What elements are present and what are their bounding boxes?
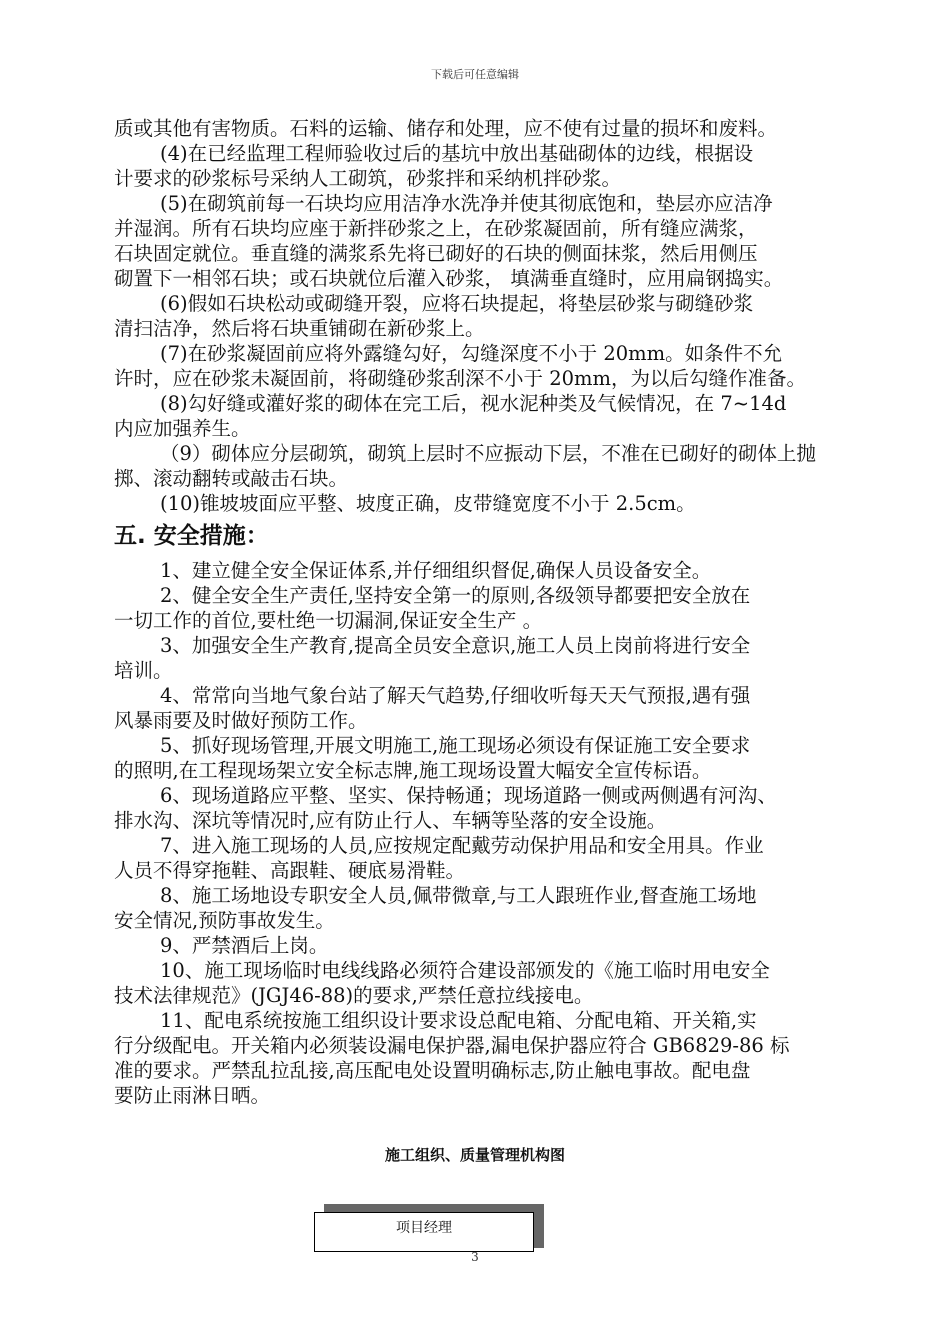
paragraph-line: 培训。 [114,659,173,682]
paragraph-line: 的照明,在工程现场架立安全标志牌,施工现场设置大幅安全宣传标语。 [114,759,712,782]
paragraph-line: 许时，应在砂浆未凝固前，将砌缝砂浆刮深不小于 20mm，为以后勾缝作准备。 [114,367,806,390]
paragraph-line: (5)在砌筑前每一石块均应用洁净水洗净并使其彻底饱和，垫层亦应洁净 [160,192,773,215]
paragraph-line: 砌置下一相邻石块；或石块就位后灌入砂浆， 填满垂直缝时，应用扁钢捣实。 [114,267,784,290]
page-number: 3 [471,1250,479,1264]
org-chart-title: 施工组织、质量管理机构图 [384,1146,565,1164]
paragraph-line: 7、进入施工现场的人员,应按规定配戴劳动保护用品和安全用具。作业 [160,834,764,857]
paragraph-line: 排水沟、深坑等情况时,应有防止行人、车辆等坠落的安全设施。 [114,809,667,832]
paragraph-line: 技术法律规范》(JGJ46-88)的要求,严禁任意拉线接电。 [114,984,594,1007]
paragraph-line: 安全情况,预防事故发生。 [114,909,335,932]
construction-steps [114,116,874,516]
paragraph-line: 10、施工现场临时电线线路必须符合建设部颁发的《施工临时用电安全 [160,959,770,982]
paragraph-line: 质或其他有害物质。石料的运输、储存和处理，应不使有过量的损坏和废料。 [114,117,778,140]
paragraph-line: 风暴雨要及时做好预防工作。 [114,709,368,732]
paragraph-line: 内应加强养生。 [114,417,251,440]
paragraph-line: 6、现场道路应平整、坚实、保持畅通；现场道路一侧或两侧遇有河沟、 [160,784,777,807]
org-box-project-manager: 项目经理 [314,1212,534,1252]
paragraph-line: 清扫洁净，然后将石块重铺砌在新砂浆上。 [114,317,485,340]
page-header: 下载后可任意编辑 [431,68,519,81]
paragraph-line: (10)锥坡坡面应平整、坡度正确，皮带缝宽度不小于 2.5cm。 [160,492,696,515]
document-body [114,116,874,1108]
paragraph-line: 掷、滚动翻转或敲击石块。 [114,467,349,490]
paragraph-line: (6)假如石块松动或砌缝开裂，应将石块提起，将垫层砂浆与砌缝砂浆 [160,292,754,315]
paragraph-line: 1、建立健全安全保证体系,并仔细组织督促,确保人员设备安全。 [160,559,712,582]
paragraph-line: 行分级配电。开关箱内必须装设漏电保护器,漏电保护器应符合 GB6829-86 标 [114,1034,790,1057]
paragraph-line: 准的要求。严禁乱拉乱接,高压配电处设置明确标志,防止触电事故。配电盘 [114,1059,751,1082]
paragraph-line: (4)在已经监理工程师验收过后的基坑中放出基础砌体的边线，根据设 [160,142,754,165]
paragraph-line: 2、健全安全生产责任,坚持安全第一的原则,各级领导都要把安全放在 [160,584,751,607]
paragraph-line: 3、加强安全生产教育,提高全员安全意识,施工人员上岗前将进行安全 [160,634,751,657]
safety-measures [114,558,874,1108]
paragraph-line: 石块固定就位。垂直缝的满浆系先将已砌好的石块的侧面抹浆，然后用侧压 [114,242,758,265]
paragraph-line: 并湿润。所有石块均应座于新拌砂浆之上，在砂浆凝固前，所有缝应满浆， [114,217,758,240]
paragraph-line: 一切工作的首位,要杜绝一切漏洞,保证安全生产 。 [114,609,543,632]
paragraph-line: (8)勾好缝或灌好浆的砌体在完工后，视水泥种类及气候情况，在 7~14d [160,392,787,415]
section-heading: 五. 安全措施： [114,523,269,549]
paragraph-line: 4、常常向当地气象台站了解天气趋势,仔细收听每天天气预报,遇有强 [160,684,751,707]
paragraph-line: 11、配电系统按施工组织设计要求设总配电箱、分配电箱、开关箱,实 [160,1009,757,1032]
paragraph-line: (7)在砂浆凝固前应将外露缝勾好，勾缝深度不小于 20mm。如条件不允 [160,342,783,365]
paragraph-line: 8、施工场地设专职安全人员,佩带微章,与工人跟班作业,督查施工场地 [160,884,757,907]
paragraph-line: 要防止雨淋日晒。 [114,1084,271,1107]
paragraph-line: 5、抓好现场管理,开展文明施工,施工现场必须设有保证施工安全要求 [160,734,751,757]
paragraph-line: 人员不得穿拖鞋、高跟鞋、硬底易滑鞋。 [114,859,466,882]
paragraph-line: 计要求的砂浆标号采纳人工砌筑，砂浆拌和采纳机拌砂浆。 [114,167,622,190]
paragraph-line: 9、严禁酒后上岗。 [160,934,329,957]
paragraph-line: （9）砌体应分层砌筑，砌筑上层时不应振动下层，不准在已砌好的砌体上抛 [160,442,816,465]
